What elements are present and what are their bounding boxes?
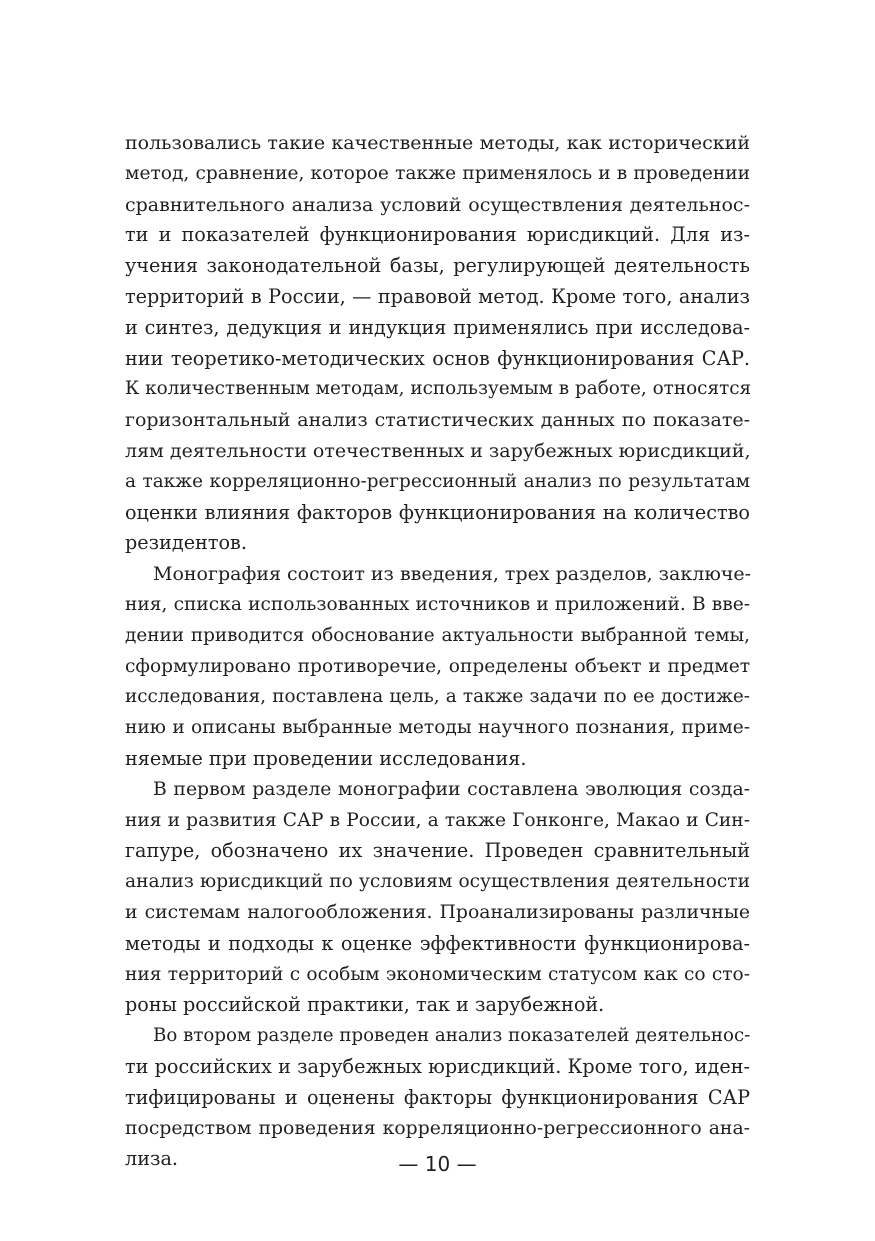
text-line: оценки влияния факторов функционирования на количество [125, 500, 750, 524]
text-line: няемые при проведении исследования. [125, 746, 527, 770]
text-line: методы и подходы к оценке эффективности функционирова- [125, 931, 750, 955]
paragraph-section-one [125, 775, 750, 1021]
text-line: дении приводится обоснование актуальности выбранной темы, [125, 624, 750, 646]
text-line: нии теоретико-методических основ функционирования САР. [125, 346, 750, 370]
text-line: резидентов. [125, 531, 247, 555]
text-line: пользовались такие качественные методы, как исторический [125, 132, 750, 154]
text-line: горизонтальный анализ статистических данных по показате- [125, 409, 750, 432]
text-line: сравнительного анализа условий осуществления деятельнос- [125, 193, 750, 216]
text-line: ния и развития САР в России, а также Гонконге, Макао и Син- [125, 809, 750, 831]
text-line: метод, сравнение, которое также применялось и в проведении [125, 162, 750, 184]
page-number: — 10 — [398, 1152, 477, 1176]
text-line: ния, списка использованных источников и приложений. В вве- [125, 593, 750, 615]
text-line: К количественным методам, используемым в работе, относятся [125, 378, 752, 400]
text-line: а также корреляционно-регрессионный анализ по результатам [125, 470, 750, 492]
text-line: тифицированы и оценены факторы функционирования САР [125, 1085, 750, 1109]
text-line: анализ юрисдикций по условиям осуществления деятельности [125, 871, 750, 893]
text-line: и системам налогообложения. Проанализированы различные [125, 901, 750, 923]
text-line: учения законодательной базы, регулирующей деятельность [125, 254, 750, 278]
text-line: посредством проведения корреляционно-регрессионного ана- [125, 1117, 750, 1139]
paragraph-methods [125, 128, 750, 559]
text-line: гапуре, обозначено их значение. Проведен сравнительный [125, 839, 750, 863]
text-line: ния территорий с особым экономическим статусом как со сто- [125, 963, 750, 985]
text-line: В первом разделе монографии составлена эволюция созда- [153, 778, 750, 800]
text-line: и синтез, дедукция и индукция применялись при исследова- [125, 315, 750, 339]
text-line: ти и показателей функционирования юрисдикций. Для из- [125, 223, 750, 247]
paragraph-structure [125, 559, 750, 775]
text-line: Во втором разделе проведен анализ показателей деятельнос- [153, 1025, 751, 1047]
text-line: ти российских и зарубежных юрисдикций. Кроме того, иден- [125, 1054, 750, 1078]
text-line: сформулировано противоречие, определены объект и предмет [125, 655, 750, 677]
text-line: исследования, поставлена цель, а также задачи по ее достиже- [125, 686, 750, 708]
body-text [125, 128, 750, 1175]
text-line: Монография состоит из введения, трех разделов, заключе- [153, 563, 752, 586]
text-line: территорий в России, — правовой метод. Кроме того, анализ [125, 284, 750, 308]
text-line: роны российской практики, так и зарубежной. [125, 993, 605, 1017]
text-line: лиза. [125, 1147, 178, 1171]
text-line: нию и описаны выбранные методы научного познания, приме- [125, 717, 750, 739]
text-line: лям деятельности отечественных и зарубежных юрисдикций, [125, 439, 751, 462]
